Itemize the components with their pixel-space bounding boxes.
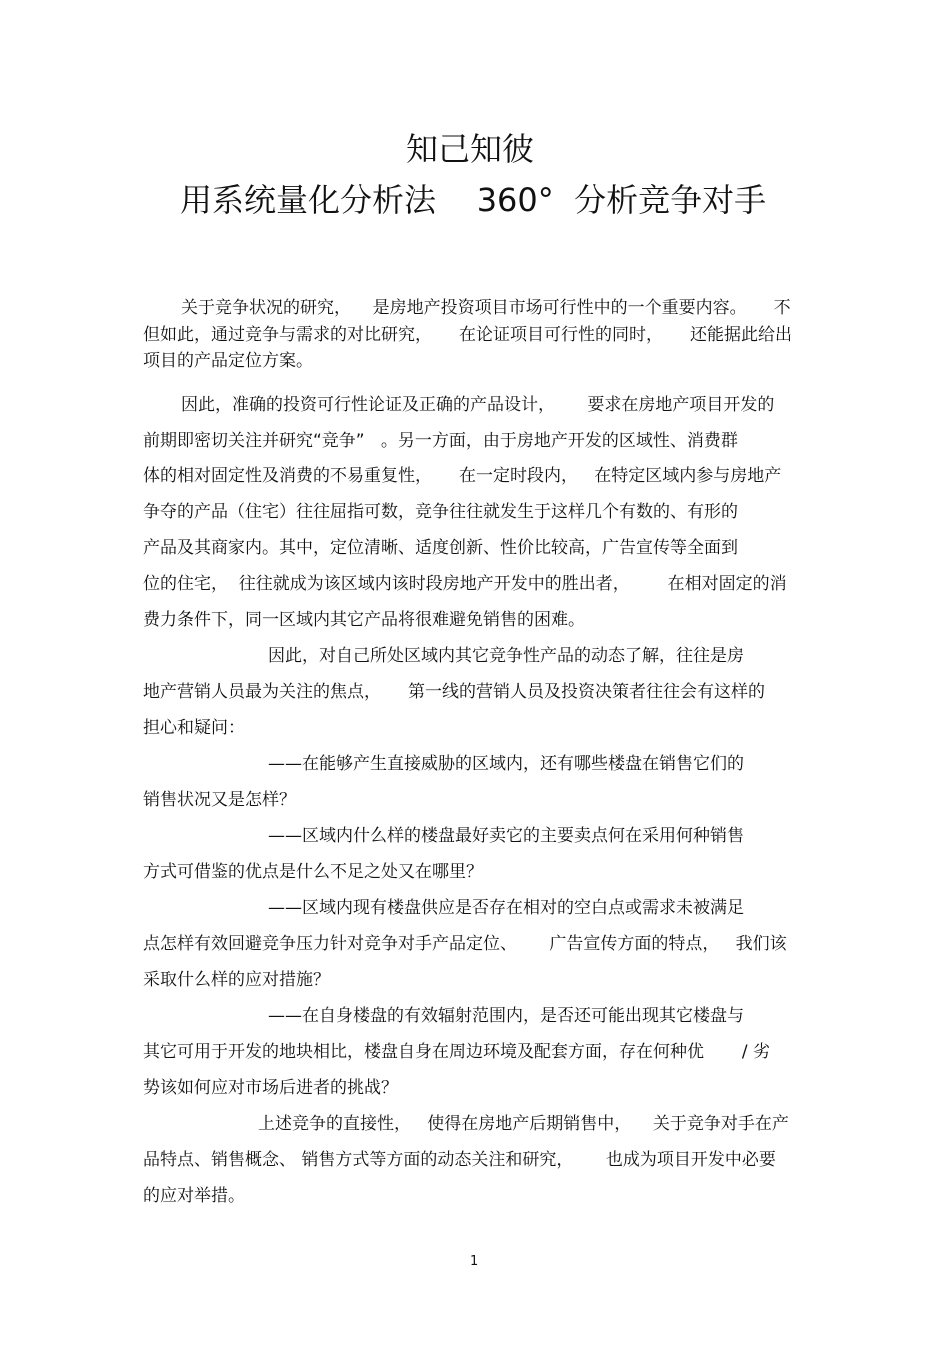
body-line: 上述竞争的直接性， 使得在房地产后期销售中， 关于竞争对手在产: [258, 1114, 789, 1134]
body-line: 地产营销人员最为关注的焦点， 第一线的营销人员及投资决策者往往会有这样的: [143, 682, 766, 702]
question-line: ——在自身楼盘的有效辐射范围内，是否还可能出现其它楼盘与: [268, 1006, 744, 1026]
question-line: 方式可借鉴的优点是什么不足之处又在哪里？: [143, 862, 483, 882]
question-line: ——在能够产生直接威胁的区域内，还有哪些楼盘在销售它们的: [268, 754, 744, 774]
body-line: 因此，对自己所处区域内其它竞争性产品的动态了解，往往是房: [268, 646, 744, 666]
body-line: 因此，准确的投资可行性论证及正确的产品设计， 要求在房地产项目开发的: [181, 395, 775, 415]
body-line: 产品及其商家内。其中，定位清晰、适度创新、性价比较高，广告宣传等全面到: [143, 538, 738, 558]
question-line: 采取什么样的应对措施？: [143, 970, 330, 990]
body-line: 项目的产品定位方案。: [143, 351, 313, 371]
body-line: 但如此，通过竞争与需求的对比研究， 在论证项目可行性的同时， 还能据此给出: [143, 325, 793, 345]
body-line: 担心和疑问：: [143, 718, 245, 738]
body-line: 体的相对固定性及消费的不易重复性， 在一定时段内， 在特定区域内参与房地产: [143, 466, 782, 486]
body-line: 的应对举措。: [143, 1186, 245, 1206]
question-line: 点怎样有效回避竞争压力针对竞争对手产品定位、 广告宣传方面的特点， 我们该: [143, 934, 787, 954]
body-line: 争夺的产品（住宅）往往屈指可数，竞争往往就发生于这样几个有数的、有形的: [143, 502, 738, 522]
question-line: 其它可用于开发的地块相比，楼盘自身在周边环境及配套方面，存在何种优 / 劣: [143, 1042, 770, 1062]
body-line: 费力条件下，同一区域内其它产品将很难避免销售的困难。: [143, 610, 585, 630]
body-line: 位的住宅， 往往就成为该区域内该时段房地产开发中的胜出者， 在相对固定的消: [143, 574, 787, 594]
question-line: 销售状况又是怎样？: [143, 790, 296, 810]
question-line: ——区域内什么样的楼盘最好卖它的主要卖点何在采用何种销售: [268, 826, 744, 846]
question-line: ——区域内现有楼盘供应是否存在相对的空白点或需求未被满足: [268, 898, 744, 918]
page-number: 1: [470, 1254, 479, 1269]
document-title: 知己知彼: [406, 130, 535, 168]
body-line: 前期即密切关注并研究“竞争” 。另一方面，由于房地产开发的区域性、消费群: [143, 431, 738, 451]
body-line: 关于竞争状况的研究， 是房地产投资项目市场可行性中的一个重要内容。 不: [181, 298, 791, 318]
body-line: 品特点、销售概念、 销售方式等方面的动态关注和研究， 也成为项目开发中必要: [143, 1150, 776, 1170]
document-subtitle: 用系统量化分析法 360° 分析竞争对手: [180, 181, 767, 219]
question-line: 势该如何应对市场后进者的挑战？: [143, 1078, 398, 1098]
